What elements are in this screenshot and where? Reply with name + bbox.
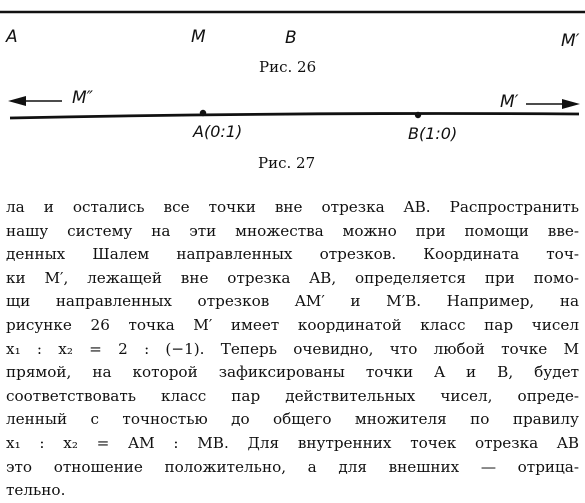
fig27-line <box>10 114 579 119</box>
fig26-point-m: M <box>191 27 206 47</box>
fig26-point-b: B <box>285 28 297 48</box>
fig27-caption: Рис. 27 <box>258 154 316 172</box>
text-line: это отношение положительно, а для внешних — отрица- <box>6 457 579 476</box>
point-b-dot <box>415 112 421 118</box>
text-line: ки M′, лежащей вне отрезка AB, определяется при помо- <box>6 268 579 287</box>
text-line: нашу систему на эти множества можно при помощи вве- <box>6 221 579 240</box>
text-line: щи направленных отрезков AM′ и M′B. Например, на <box>6 292 579 311</box>
text-line: денных Шалем направленных отрезков. Координата точ- <box>6 245 579 264</box>
text-line: ла и остались все точки вне отрезка AB. Распространить <box>6 198 579 216</box>
fig27-point-a-label: A(0:1) <box>193 122 243 141</box>
fig27-right-arrow-label: M′ <box>500 92 519 112</box>
text-line: ленный с точностью до общего множителя по правилу <box>6 410 579 429</box>
fig26-point-m-prime: M′ <box>561 31 580 51</box>
fig27-point-b-label: B(1:0) <box>408 124 458 143</box>
text-line: x₁ : x₂ = 2 : (−1). Теперь очевидно, что любой точке M <box>6 339 579 358</box>
left-arrow-head <box>8 96 26 106</box>
point-a-dot <box>200 110 206 116</box>
text-line: прямой, на которой зафиксированы точки A и B, будет <box>6 363 579 382</box>
body-text <box>6 196 579 503</box>
text-line: тельно. <box>6 481 66 500</box>
fig26-point-a: A <box>6 27 18 47</box>
fig27-left-arrow-label: M″ <box>72 88 94 108</box>
right-arrow-head <box>562 99 580 109</box>
text-line: рисунке 26 точка M′ имеет координатой класс пар чисел <box>6 315 579 334</box>
text-line: соответствовать класс пар действительных чисел, опреде- <box>6 386 579 405</box>
fig26-caption: Рис. 26 <box>259 58 317 76</box>
text-line: x₁ : x₂ = AM : MB. Для внутренних точек отрезка AB <box>6 433 579 452</box>
